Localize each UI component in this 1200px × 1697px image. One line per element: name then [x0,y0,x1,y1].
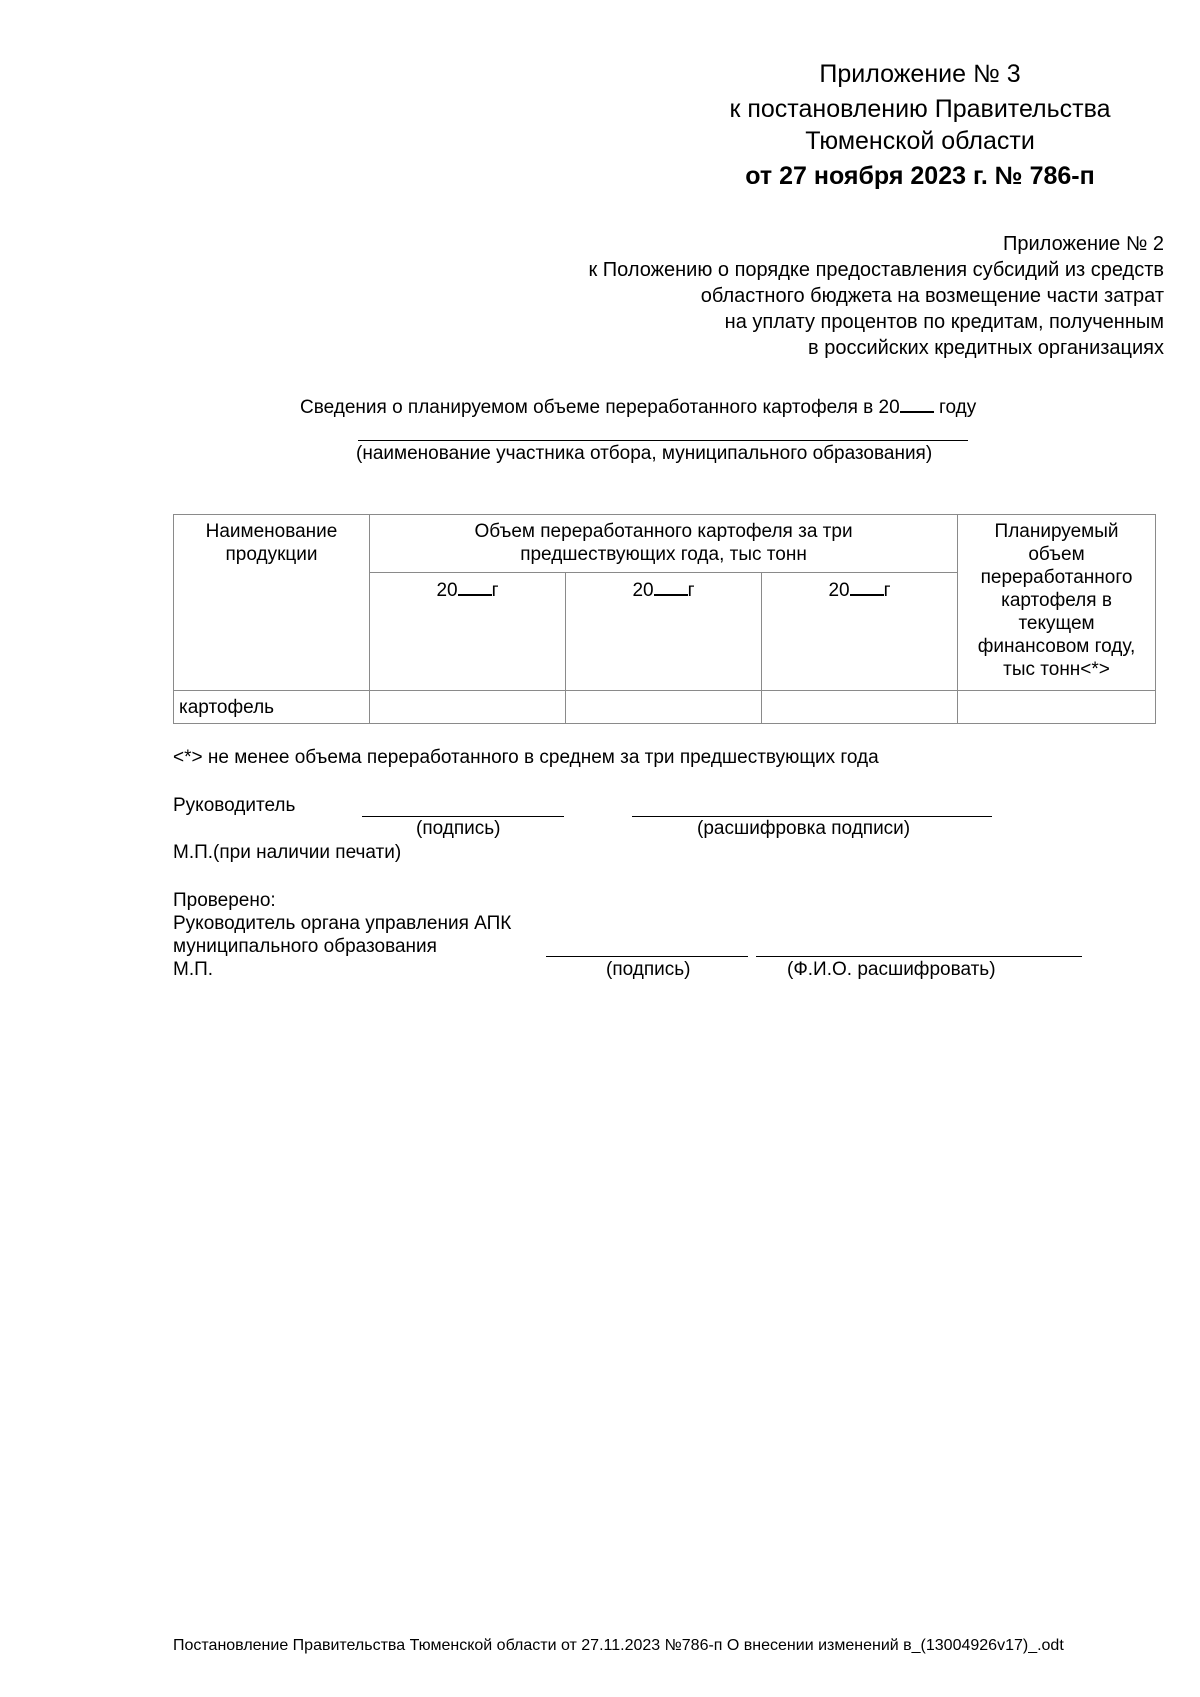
header-volume-group: Объем переработанного картофеля за три предшествующих года, тыс тонн [370,515,958,573]
verified-name-caption: (Ф.И.О. расшифровать) [787,959,996,980]
appendix3-date: от 27 ноября 2023 г. № 786-п [745,162,1095,190]
header-year-2: 20 г [566,573,762,691]
head-stamp: М.П.(при наличии печати) [173,842,402,863]
document-footer: Постановление Правительства Тюменской области от 27.11.2023 №786-п О внесении изменений в_(13004926v17)_.odt [173,1637,1064,1654]
header-product: Наименование продукции [174,515,370,691]
org-name-line [358,440,968,441]
org-name-caption: (наименование участника отбора, муниципального образования) [356,443,933,464]
form-title [300,396,976,420]
head-label: Руководитель [173,795,296,816]
head-sign-caption: (подпись) [416,818,501,839]
appendix3-number: Приложение № 3 [819,60,1021,88]
header-year-3: 20 г [762,573,958,691]
row-planned-value[interactable] [958,691,1156,724]
appendix2-line-5: в российских кредитных организациях [808,337,1164,359]
appendix2-line-2: к Положению о порядке предоставления субсидий из средств [588,259,1164,281]
head-decode-caption: (расшифровка подписи) [697,818,911,839]
appendix3-region: Тюменской области [805,127,1035,155]
header-year-1: 20 г [370,573,566,691]
potato-volume-table [173,514,1156,724]
appendix3-resolution: к постановлению Правительства [729,95,1111,123]
appendix2-number: Приложение № 2 [1003,233,1164,255]
verified-signature-line [546,956,748,957]
row-year-1-value[interactable] [370,691,566,724]
verified-label: Проверено: [173,890,276,911]
form-title-prefix: Сведения о планируемом объеме переработанного картофеля в 20 [300,397,900,418]
row-product: картофель [174,691,370,724]
year-blank [900,397,934,413]
appendix2-line-4: на уплату процентов по кредитам, полученным [724,311,1164,333]
row-year-2-value[interactable] [566,691,762,724]
verified-line-1: Руководитель органа управления АПК [173,913,512,934]
verified-line-2: муниципального образования [173,936,437,957]
table-row [174,691,1156,724]
appendix2-line-3: областного бюджета на возмещение части затрат [700,285,1164,307]
header-planned: Планируемый объем переработанного картофеля в текущем финансовом году, тыс тонн<*> [958,515,1156,691]
verified-name-line [756,956,1082,957]
footnote: <*> не менее объема переработанного в среднем за три предшествующих года [173,747,879,768]
verified-stamp: М.П. [173,959,214,980]
row-year-3-value[interactable] [762,691,958,724]
verified-sign-caption: (подпись) [606,959,691,980]
form-title-suffix: году [933,397,977,418]
